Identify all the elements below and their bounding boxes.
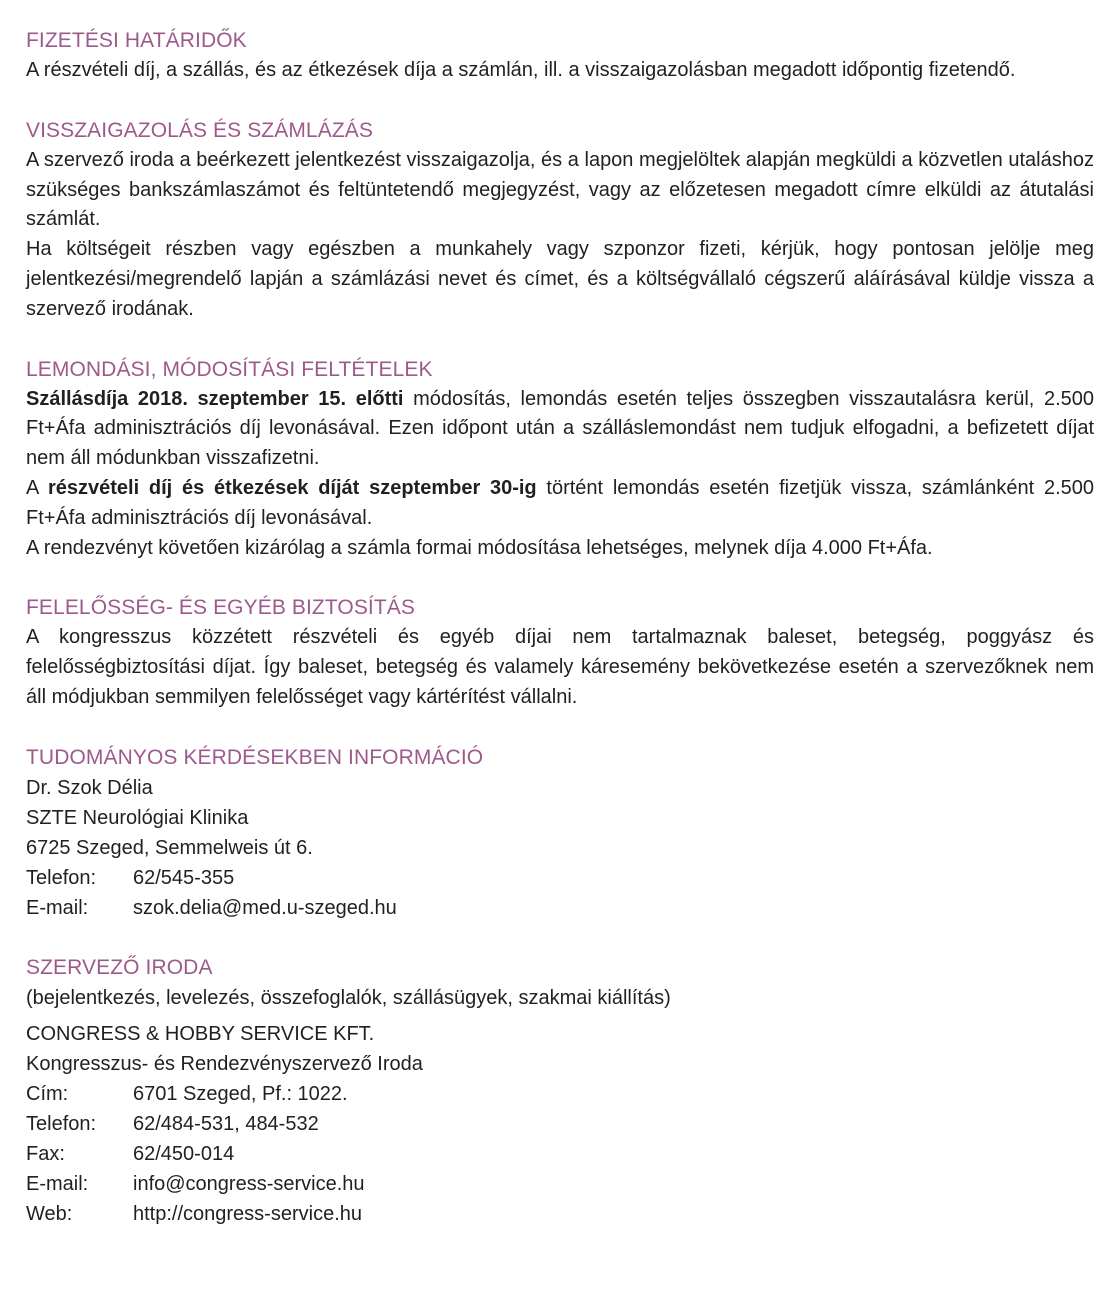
section-text: A részvételi díj, a szállás, és az étkezések díja a számlán, ill. a visszaigazolásban megadott időpontig fizetendő. — [26, 59, 1016, 81]
section-paragraph: A rendezvényt követően kizárólag a számla formai módosítása lehetséges, melynek díja 4.000 Ft+Áfa. — [26, 536, 933, 559]
section-confirmation-invoicing — [26, 116, 1094, 325]
section-scientific-info — [26, 743, 1094, 923]
document-page — [26, 26, 1094, 1259]
emphasis-text: részvételi díj és étkezések díját szeptember 30-ig — [47, 476, 537, 499]
fax-label: Fax: — [26, 1142, 65, 1165]
section-heading: VISSZAIGAZOLÁS ÉS SZÁMLÁZÁS — [26, 118, 373, 142]
email-link[interactable]: info@congress-service.hu — [133, 1172, 365, 1195]
phone-value: 62/484-531, 484-532 — [133, 1112, 319, 1135]
address-label: Cím: — [26, 1082, 69, 1105]
phone-label: Telefon: — [26, 866, 97, 889]
web-row — [26, 1199, 1094, 1229]
section-text: A kongresszus közzétett részvételi és egyéb díjai nem tartalmaznak baleset, betegség, poggyász és felelősségbiztosítási díjat. Így baleset, betegség és valamely káresemény bekövetkezése esetén a szervezőknek nem áll módjukban semmilyen felelősséget vagy kártérítést vállalni. — [26, 626, 1094, 708]
contact-phone-row — [26, 863, 1094, 893]
email-label: E-mail: — [26, 896, 89, 919]
section-cancellation-terms — [26, 355, 1094, 564]
contact-institution: SZTE Neurológiai Klinika — [26, 806, 249, 829]
section-organizer-office — [26, 953, 1094, 1229]
paragraph-text: A — [26, 476, 48, 499]
paragraph-text: módosítás, lemondás esetén teljes összegben visszautalásra kerül, 2.500 Ft+Áfa adminisztrációs díj levonásával. Ezen időpont után a szálláslemondást nem tudjuk elfogadni, a befizetett díjat nem áll módunkban visszafizetni. — [26, 387, 1094, 470]
contact-name: Dr. Szok Délia — [26, 776, 153, 799]
paragraph-text: történt lemondás esetén fizetjük vissza, számlánként 2.500 Ft+Áfa adminisztrációs díj levonásával. — [26, 476, 1095, 529]
section-paragraph — [26, 385, 1094, 474]
company-division: Kongresszus- és Rendezvényszervező Iroda — [26, 1052, 423, 1075]
email-label: E-mail: — [26, 1172, 89, 1195]
section-heading: FIZETÉSI HATÁRIDŐK — [26, 29, 247, 52]
fax-row — [26, 1139, 1094, 1169]
web-label: Web: — [26, 1202, 73, 1225]
section-payment-deadlines — [26, 26, 1094, 86]
web-link[interactable]: http://congress-service.hu — [133, 1202, 362, 1225]
section-paragraph: A szervező iroda a beérkezett jelentkezést visszaigazolja, és a lapon megjelöltek alapján megküldi a közvetlen utaláshoz szükséges bankszámlaszámot és feltüntetendő megjegyzést, vagy az előzetesen megadott címre elküldi az átutalási számlát. — [26, 148, 1094, 231]
section-heading: SZERVEZŐ IRODA — [26, 955, 213, 979]
section-heading: TUDOMÁNYOS KÉRDÉSEKBEN INFORMÁCIÓ — [26, 745, 484, 769]
section-subtitle: (bejelentkezés, levelezés, összefoglalók, szállásügyek, szakmai kiállítás) — [26, 986, 671, 1009]
address-value: 6701 Szeged, Pf.: 1022. — [133, 1082, 348, 1105]
fax-value: 62/450-014 — [133, 1142, 235, 1165]
phone-row — [26, 1109, 1094, 1139]
contact-email-row — [26, 893, 1094, 923]
emphasis-text: Szállásdíja 2018. szeptember 15. előtti — [26, 387, 404, 410]
phone-label: Telefon: — [26, 1112, 97, 1135]
company-name: CONGRESS & HOBBY SERVICE KFT. — [26, 1022, 375, 1045]
contact-address: 6725 Szeged, Semmelweis út 6. — [26, 836, 313, 859]
email-row — [26, 1169, 1094, 1199]
section-paragraph — [26, 474, 1094, 534]
address-row — [26, 1079, 1094, 1109]
section-heading: LEMONDÁSI, MÓDOSÍTÁSI FELTÉTELEK — [26, 357, 433, 381]
section-heading: FELELŐSSÉG- ÉS EGYÉB BIZTOSÍTÁS — [26, 596, 415, 620]
phone-value: 62/545-355 — [133, 866, 235, 889]
section-insurance — [26, 593, 1094, 712]
section-paragraph: Ha költségeit részben vagy egészben a munkahely vagy szponzor fizeti, kérjük, hogy pontosan jelölje meg jelentkezési/megrendelő lapján a számlázási nevet és címet, és a költségvállaló cégszerű aláírásával küldje vissza a szervező irodának. — [26, 238, 1094, 320]
email-link[interactable]: szok.delia@med.u-szeged.hu — [133, 896, 397, 919]
